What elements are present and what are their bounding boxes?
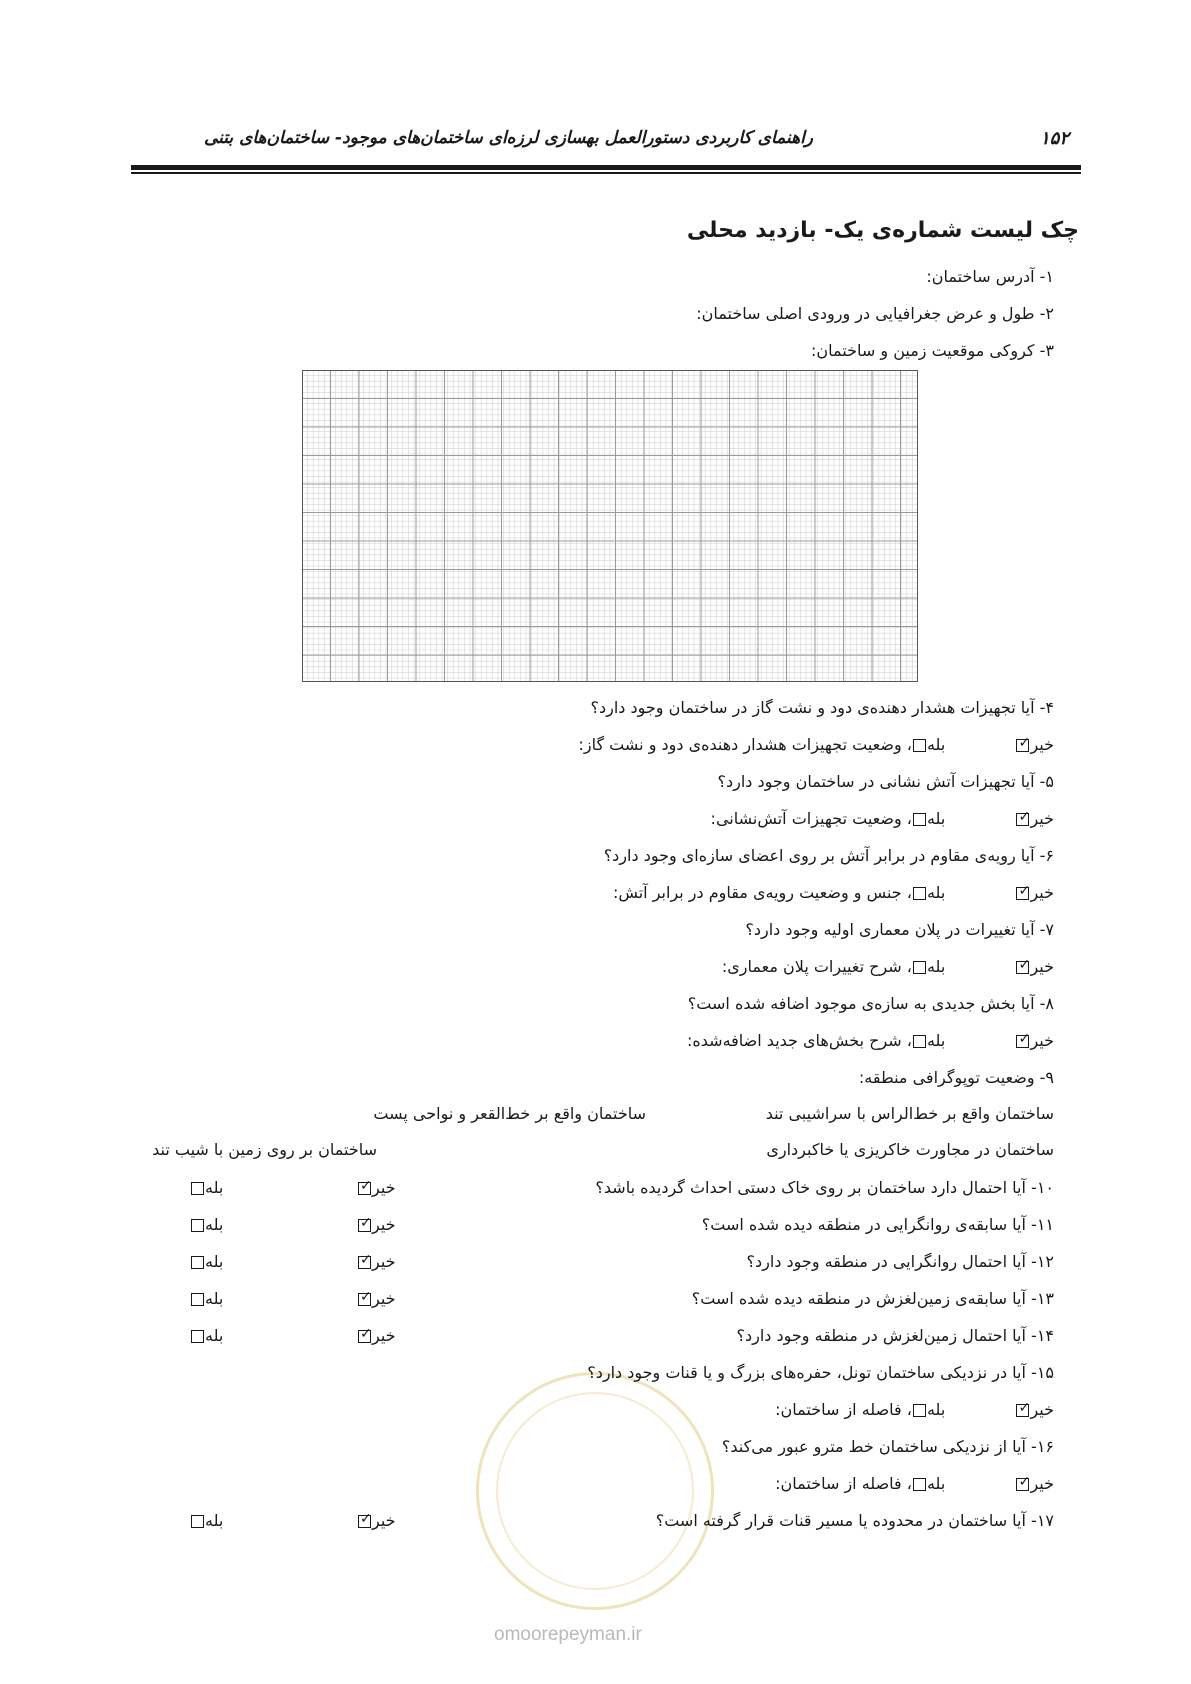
no-checkbox[interactable] (358, 1515, 371, 1528)
yes-checkbox[interactable] (191, 1219, 204, 1232)
question-4: ۴- آیا تجهیزات هشدار دهنده‌ی دود و نشت گاز در ساختمان وجود دارد؟ (590, 698, 1054, 717)
header-rule-thick (131, 165, 1081, 170)
no-label: خیر (1030, 883, 1054, 902)
no-label: خیر (1030, 957, 1054, 976)
yes-checkbox[interactable] (913, 961, 926, 974)
watermark-url: omoorepeyman.ir (494, 1624, 642, 1645)
yes-checkbox[interactable] (191, 1330, 204, 1343)
yes-label: بله (926, 735, 946, 754)
answer-row-5 (711, 808, 1054, 830)
question-2: ۲- طول و عرض جغرافیایی در ورودی اصلی ساختمان: (696, 304, 1054, 323)
no-checkbox[interactable] (358, 1219, 371, 1232)
sketch-grid[interactable] (302, 370, 918, 682)
question-16: ۱۶- آیا از نزدیکی ساختمان خط مترو عبور می‌کند؟ (721, 1437, 1054, 1456)
question-7: ۷- آیا تغییرات در پلان معماری اولیه وجود دارد؟ (745, 920, 1054, 939)
answer-row-4 (578, 734, 1054, 756)
question-3: ۳- کروکی موقعیت زمین و ساختمان: (811, 341, 1054, 360)
no-label: خیر (1030, 1400, 1054, 1419)
q11-no-option (357, 1214, 396, 1236)
no-checkbox[interactable] (1016, 1035, 1029, 1048)
question-5: ۵- آیا تجهیزات آتش نشانی در ساختمان وجود دارد؟ (717, 772, 1054, 791)
q17-yes-option (190, 1510, 223, 1532)
yes-label: بله (205, 1252, 224, 1271)
no-label: خیر (372, 1289, 396, 1308)
question-1: ۱- آدرس ساختمان: (926, 267, 1054, 286)
no-checkbox[interactable] (1016, 961, 1029, 974)
no-checkbox[interactable] (1016, 813, 1029, 826)
answer-row-8 (687, 1030, 1054, 1052)
page-number: ۱۵۲ (1040, 128, 1070, 149)
question-17: ۱۷- آیا ساختمان در محدوده یا مسیر قنات قرار گرفته است؟ (655, 1511, 1054, 1530)
question-10: ۱۰- آیا احتمال دارد ساختمان بر روی خاک دستی احداث گردیده باشد؟ (595, 1178, 1054, 1197)
yes-checkbox[interactable] (191, 1256, 204, 1269)
topo-option-slope: ساختمان بر روی زمین با شیب تند (152, 1140, 377, 1159)
question-9: ۹- وضعیت توپوگرافی منطقه: (858, 1068, 1054, 1087)
no-label: خیر (1030, 1031, 1054, 1050)
no-label: خیر (1030, 809, 1054, 828)
watermark-seal-inner (496, 1392, 694, 1590)
question-6: ۶- آیا رویه‌ی مقاوم در برابر آتش بر روی اعضای سازه‌ای وجود دارد؟ (603, 846, 1054, 865)
q10-no-option (357, 1177, 396, 1199)
q13-yes-option (190, 1288, 223, 1310)
yes-checkbox[interactable] (913, 813, 926, 826)
yes-label: بله (926, 957, 946, 976)
q17-no-option (357, 1510, 396, 1532)
answer-detail-5: ، وضعیت تجهیزات آتش‌نشانی: (710, 809, 912, 828)
yes-label: بله (926, 883, 946, 902)
no-label: خیر (372, 1178, 396, 1197)
no-checkbox[interactable] (358, 1293, 371, 1306)
yes-checkbox[interactable] (191, 1293, 204, 1306)
question-13: ۱۳- آیا سابقه‌ی زمین‌لغزش در منطقه دیده شده است؟ (691, 1289, 1054, 1308)
question-15: ۱۵- آیا در نزدیکی ساختمان تونل، حفره‌های بزرگ و یا قنات وجود دارد؟ (587, 1363, 1054, 1382)
q14-no-option (357, 1325, 396, 1347)
no-label: خیر (1030, 735, 1054, 754)
no-checkbox[interactable] (1016, 1404, 1029, 1417)
answer-detail-8: ، شرح بخش‌های جدید اضافه‌شده: (687, 1031, 912, 1050)
q14-yes-option (190, 1325, 223, 1347)
answer-row-6 (613, 882, 1054, 904)
answer-row-7 (722, 956, 1054, 978)
yes-label: بله (205, 1289, 224, 1308)
section-title: چک لیست شماره‌ی یک- بازدید محلی (686, 218, 1079, 243)
q12-no-option (357, 1251, 396, 1273)
running-header-title: راهنمای کاربردی دستورالعمل بهسازی لرزه‌ای ساختمان‌های موجود- ساختمان‌های بتنی (203, 128, 813, 148)
answer-row-16 (775, 1473, 1054, 1495)
no-label: خیر (372, 1511, 396, 1530)
yes-label: بله (926, 1031, 946, 1050)
answer-detail-4: ، وضعیت تجهیزات هشدار دهنده‌ی دود و نشت گاز: (578, 735, 912, 754)
no-label: خیر (1030, 1474, 1054, 1493)
answer-detail-15: ، فاصله از ساختمان: (775, 1400, 912, 1419)
yes-label: بله (205, 1215, 224, 1234)
header-rule-thin (131, 172, 1081, 174)
answer-detail-6: ، جنس و وضعیت رویه‌ی مقاوم در برابر آتش: (612, 883, 912, 902)
yes-checkbox[interactable] (913, 1478, 926, 1491)
yes-checkbox[interactable] (913, 1404, 926, 1417)
q13-no-option (357, 1288, 396, 1310)
topo-option-valley: ساختمان واقع بر خط‌القعر و نواحی پست (373, 1104, 646, 1123)
question-12: ۱۲- آیا احتمال روانگرایی در منطقه وجود دارد؟ (746, 1252, 1054, 1271)
yes-label: بله (205, 1326, 224, 1345)
no-checkbox[interactable] (1016, 739, 1029, 752)
answer-detail-7: ، شرح تغییرات پلان معماری: (721, 957, 912, 976)
answer-row-15 (775, 1399, 1054, 1421)
q10-yes-option (190, 1177, 223, 1199)
topo-option-fill: ساختمان در مجاورت خاکریزی یا خاکبرداری (766, 1140, 1054, 1159)
yes-label: بله (926, 809, 946, 828)
topo-option-ridge: ساختمان واقع بر خط‌الراس با سراشیبی تند (765, 1104, 1054, 1123)
answer-detail-16: ، فاصله از ساختمان: (775, 1474, 912, 1493)
no-label: خیر (372, 1252, 396, 1271)
yes-label: بله (205, 1511, 224, 1530)
no-checkbox[interactable] (358, 1256, 371, 1269)
q11-yes-option (190, 1214, 223, 1236)
q12-yes-option (190, 1251, 223, 1273)
sketch-grid-svg (302, 370, 918, 682)
no-label: خیر (372, 1215, 396, 1234)
question-11: ۱۱- آیا سابقه‌ی روانگرایی در منطقه دیده شده است؟ (701, 1215, 1054, 1234)
yes-checkbox[interactable] (191, 1182, 204, 1195)
yes-label: بله (926, 1474, 946, 1493)
yes-checkbox[interactable] (191, 1515, 204, 1528)
question-14: ۱۴- آیا احتمال زمین‌لغزش در منطقه وجود دارد؟ (736, 1326, 1054, 1345)
question-8: ۸- آیا بخش جدیدی به سازه‌ی موجود اضافه شده است؟ (687, 994, 1054, 1013)
no-checkbox[interactable] (358, 1182, 371, 1195)
no-checkbox[interactable] (1016, 1478, 1029, 1491)
no-label: خیر (372, 1326, 396, 1345)
yes-checkbox[interactable] (913, 887, 926, 900)
no-checkbox[interactable] (358, 1330, 371, 1343)
yes-label: بله (205, 1178, 224, 1197)
yes-checkbox[interactable] (913, 739, 926, 752)
yes-label: بله (926, 1400, 946, 1419)
no-checkbox[interactable] (1016, 887, 1029, 900)
yes-checkbox[interactable] (913, 1035, 926, 1048)
